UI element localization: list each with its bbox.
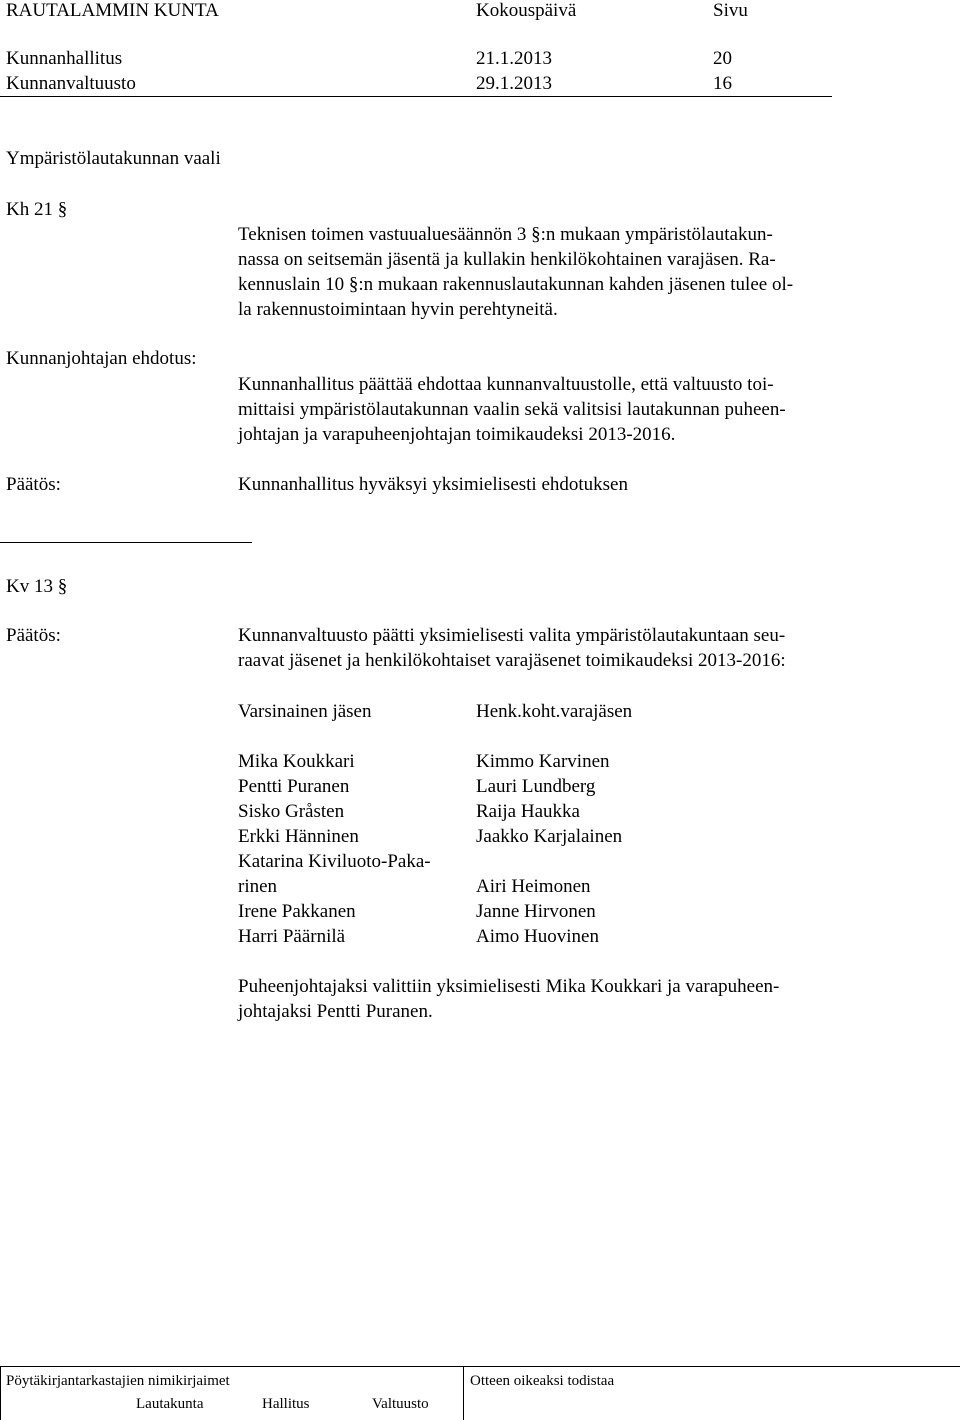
deputy-name: Lauri Lundberg [476, 776, 596, 797]
header-page-kunnanvaltuusto: 16 [713, 73, 732, 94]
kh-background-line: kennuslain 10 §:n mukaan rakennuslautakunnan kahden jäsenen tulee ol- [238, 274, 794, 295]
section-divider [0, 542, 252, 543]
footer-body-valtuusto: Valtuusto [372, 1396, 429, 1412]
member-name: Harri Päärnilä [238, 926, 346, 947]
member-name: Katarina Kiviluoto-Paka- [238, 851, 431, 872]
kh-background-text [238, 222, 938, 322]
member-name: Pentti Puranen [238, 776, 350, 797]
deputy-name: Raija Haukka [476, 801, 580, 822]
header-date-kunnanhallitus: 21.1.2013 [476, 48, 552, 69]
footer-divider [463, 1366, 464, 1420]
member-name: Erkki Hänninen [238, 826, 359, 847]
kv-decision-text [238, 623, 938, 673]
kh-proposal-text [238, 372, 938, 447]
kh-decision-label: Päätös: [6, 474, 61, 495]
footer-rule [0, 1366, 960, 1367]
deputy-name: Janne Hirvonen [476, 901, 596, 922]
deputy-name: Airi Heimonen [476, 876, 591, 897]
chairs-line: johtajaksi Pentti Puranen. [238, 1001, 433, 1022]
header-page-kunnanhallitus: 20 [713, 48, 732, 69]
kv-decision-line: Kunnanvaltuusto päätti yksimielisesti valita ympäristölautakuntaan seu- [238, 625, 786, 646]
kv-decision-label: Päätös: [6, 625, 61, 646]
footer-body-hallitus: Hallitus [262, 1396, 310, 1412]
chairs-text [238, 974, 938, 1024]
page-label: Sivu [713, 0, 748, 21]
members-list [238, 749, 468, 949]
member-name: Irene Pakkanen [238, 901, 356, 922]
members-column-header: Varsinainen jäsen [238, 701, 372, 722]
kh-proposal-line: Kunnanhallitus päättää ehdottaa kunnanvaltuustolle, että valtuusto toi- [238, 374, 774, 395]
kh-background-line: la rakennustoimintaan hyvin perehtyneitä. [238, 299, 558, 320]
kh-proposal-line: johtajan ja varapuheenjohtajan toimikaudeksi 2013-2016. [238, 424, 676, 445]
kh-decision-text: Kunnanhallitus hyväksyi yksimielisesti ehdotuksen [238, 474, 628, 495]
deputy-name: Jaakko Karjalainen [476, 826, 623, 847]
footer-body-lautakunta: Lautakunta [136, 1396, 204, 1412]
signatures-label: Pöytäkirjantarkastajien nimikirjaimet [6, 1373, 230, 1389]
section-title: Ympäristölautakunnan vaali [6, 148, 221, 169]
kv-decision-line: raavat jäsenet ja henkilökohtaiset varajäsenet toimikaudeksi 2013-2016: [238, 650, 786, 671]
proposal-label: Kunnanjohtajan ehdotus: [6, 348, 197, 369]
chairs-line: Puheenjohtajaksi valittiin yksimielisesti Mika Koukkari ja varapuheen- [238, 976, 780, 997]
deputy-name [476, 849, 776, 874]
meeting-date-label: Kokouspäivä [476, 0, 577, 21]
header-body-kunnanhallitus: Kunnanhallitus [6, 48, 123, 69]
header-body-kunnanvaltuusto: Kunnanvaltuusto [6, 73, 136, 94]
member-name: Mika Koukkari [238, 751, 355, 772]
certified-label: Otteen oikeaksi todistaa [470, 1373, 615, 1389]
deputies-list [476, 749, 776, 949]
kh-background-line: nassa on seitsemän jäsentä ja kullakin henkilökohtainen varajäsen. Ra- [238, 249, 776, 270]
member-name: Sisko Gråsten [238, 801, 345, 822]
kv-reference: Kv 13 § [6, 576, 68, 597]
kh-proposal-line: mittaisi ympäristölautakunnan vaalin sekä valitsisi lautakunnan puheen- [238, 399, 786, 420]
header-date-kunnanvaltuusto: 29.1.2013 [476, 73, 552, 94]
header-rule [0, 96, 832, 97]
deputies-column-header: Henk.koht.varajäsen [476, 701, 633, 722]
kh-background-line: Teknisen toimen vastuualuesäännön 3 §:n mukaan ympäristölautakun- [238, 224, 773, 245]
kh-reference: Kh 21 § [6, 199, 68, 220]
municipality-name: RAUTALAMMIN KUNTA [6, 0, 219, 21]
member-name: rinen [238, 876, 278, 897]
footer-left-border [0, 1366, 1, 1420]
deputy-name: Aimo Huovinen [476, 926, 599, 947]
deputy-name: Kimmo Karvinen [476, 751, 610, 772]
